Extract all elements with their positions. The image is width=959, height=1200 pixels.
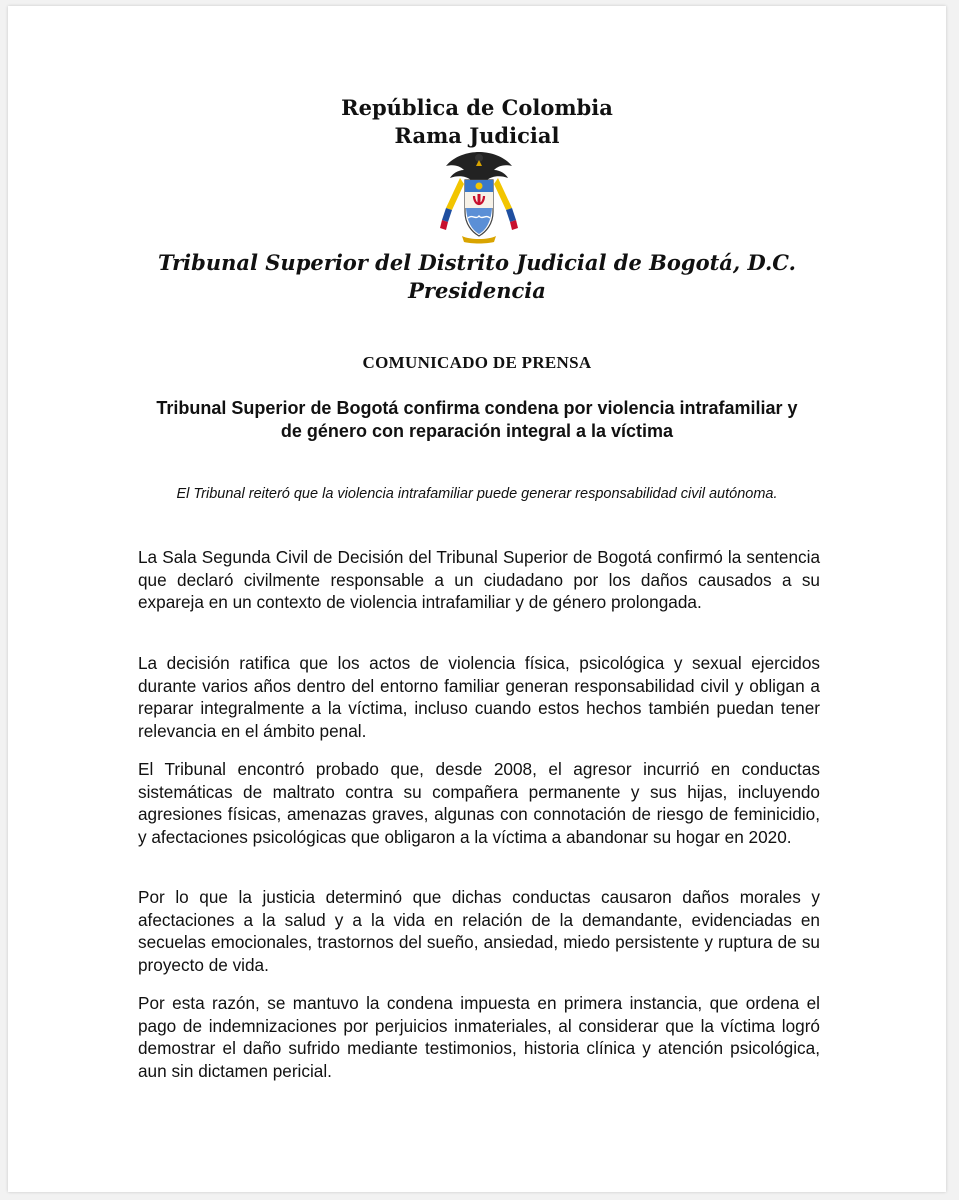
headline-line-2: de género con reparación integral a la víctima [280, 421, 674, 441]
tribunal-office: Presidencia [408, 278, 546, 303]
body-paragraph-5: Por esta razón, se mantuvo la condena impuesta en primera instancia, que ordena el pago de indemnizaciones por perjuicios inmateriales, al considerar que la víctima logró demostrar el daño sufrido mediante testimonios, historia clínica y atención psicológica, aun sin dictamen pericial. [138, 993, 820, 1082]
tribunal-name: Tribunal Superior del Distrito Judicial de Bogotá, D.C. [158, 250, 796, 275]
body-paragraph-3: El Tribunal encontró probado que, desde 2008, el agresor incurrió en conductas sistemáticas de maltrato contra su compañera permanente y sus hijas, incluyendo agresiones físicas, amenazas graves, algunas con connotación de riesgo de feminicidio, y afectaciones psicológicas que obligaron a la víctima a abandonar su hogar en 2020. [138, 759, 820, 848]
body-paragraph-1: La Sala Segunda Civil de Decisión del Tribunal Superior de Bogotá confirmó la sentencia que declaró civilmente responsable a un ciudadano por los daños causados a su expareja en un contexto de violencia intrafamiliar y de género prolongada. [138, 547, 820, 613]
branch-title: Rama Judicial [394, 123, 560, 148]
subtitle: El Tribunal reiteró que la violencia intrafamiliar puede generar responsabilidad civil autónoma. [176, 486, 778, 502]
body-paragraph-4: Por lo que la justicia determinó que dichas conductas causaron daños morales y afectaciones a la salud y a la vida en relación de la demandante, evidenciadas en secuelas emocionales, trastornos del sueño, ansiedad, miedo persistente y ruptura de su proyecto de vida. [138, 887, 820, 976]
headline-line-1: Tribunal Superior de Bogotá confirma condena por violencia intrafamiliar y [156, 398, 798, 418]
press-release-label: COMUNICADO DE PRENSA [362, 353, 592, 372]
body-paragraph-2: La decisión ratifica que los actos de violencia física, psicológica y sexual ejercidos durante varios años dentro del entorno familiar generan responsabilidad civil y obligan a reparar integralmente a la víctima, incluso cuando estos hechos también puedan tener relevancia en el ámbito penal. [138, 653, 820, 742]
headline [8, 397, 946, 443]
country-title: República de Colombia [341, 95, 613, 120]
colombia-coat-of-arms-icon [438, 148, 520, 244]
document-page [8, 6, 946, 1192]
